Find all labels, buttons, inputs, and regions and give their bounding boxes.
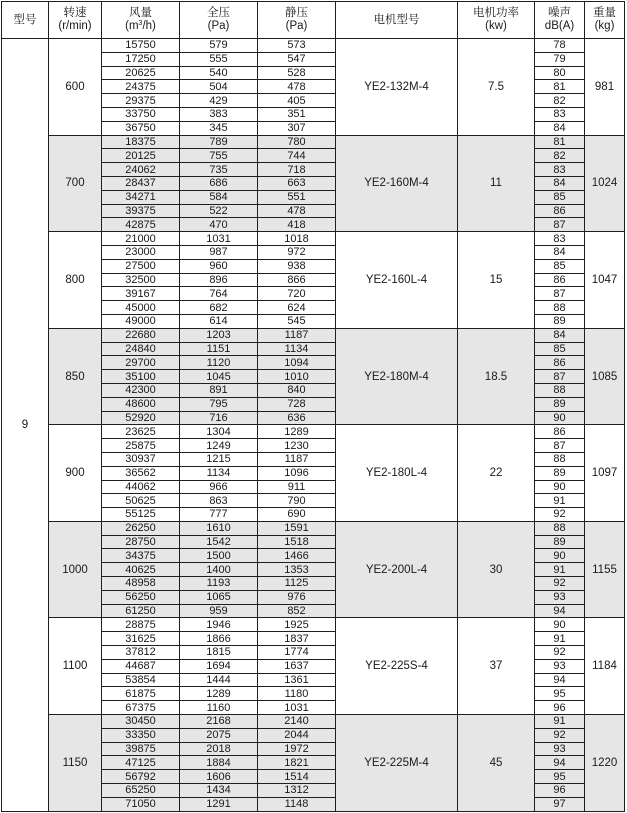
total-pressure-cell: 795 [180, 397, 258, 411]
header-noise [535, 2, 585, 39]
total-pressure-cell: 470 [180, 218, 258, 232]
header-weight-label: 重量 [593, 7, 616, 19]
noise-cell: 88 [535, 301, 585, 315]
total-pressure-cell: 1500 [180, 549, 258, 563]
noise-cell: 86 [535, 425, 585, 439]
airflow-cell: 34375 [102, 549, 180, 563]
static-pressure-cell: 790 [258, 494, 336, 508]
static-pressure-cell: 2140 [258, 715, 336, 729]
static-pressure-cell: 972 [258, 245, 336, 259]
noise-cell: 84 [535, 328, 585, 342]
static-pressure-cell: 1774 [258, 646, 336, 660]
static-pressure-cell: 840 [258, 383, 336, 397]
airflow-cell: 23625 [102, 425, 180, 439]
airflow-cell: 18375 [102, 135, 180, 149]
total-pressure-cell: 1215 [180, 452, 258, 466]
header-weight [585, 2, 625, 39]
header-speed-unit: (r/min) [58, 20, 92, 32]
total-pressure-cell: 1815 [180, 646, 258, 660]
header-motor-power [458, 2, 535, 39]
header-noise-label: 噪声 [548, 7, 571, 19]
airflow-cell: 45000 [102, 301, 180, 315]
header-airflow [102, 2, 180, 39]
total-pressure-cell: 2018 [180, 742, 258, 756]
static-pressure-cell: 351 [258, 107, 336, 121]
total-pressure-cell: 1291 [180, 797, 258, 811]
static-pressure-cell: 976 [258, 590, 336, 604]
airflow-cell: 30937 [102, 452, 180, 466]
total-pressure-cell: 540 [180, 66, 258, 80]
table-row [2, 618, 625, 632]
static-pressure-cell: 720 [258, 287, 336, 301]
total-pressure-cell: 555 [180, 52, 258, 66]
airflow-cell: 52920 [102, 411, 180, 425]
weight-cell: 981 [585, 39, 625, 136]
header-motor-power-unit: (kw) [485, 20, 507, 32]
static-pressure-cell: 551 [258, 190, 336, 204]
header-total-pressure-unit: (Pa) [207, 20, 230, 32]
static-pressure-cell: 938 [258, 259, 336, 273]
total-pressure-cell: 682 [180, 301, 258, 315]
airflow-cell: 71050 [102, 797, 180, 811]
motor-model-cell: YE2-180M-4 [336, 328, 458, 425]
motor-model-cell: YE2-160M-4 [336, 135, 458, 232]
motor-model-cell: YE2-200L-4 [336, 521, 458, 618]
speed-cell: 1000 [49, 521, 102, 618]
static-pressure-cell: 1230 [258, 439, 336, 453]
noise-cell: 96 [535, 784, 585, 798]
airflow-cell: 33350 [102, 728, 180, 742]
noise-cell: 86 [535, 273, 585, 287]
airflow-cell: 48600 [102, 397, 180, 411]
header-static-pressure-label: 静压 [285, 7, 308, 19]
airflow-cell: 37812 [102, 646, 180, 660]
static-pressure-cell: 866 [258, 273, 336, 287]
noise-cell: 87 [535, 370, 585, 384]
airflow-cell: 23000 [102, 245, 180, 259]
noise-cell: 86 [535, 204, 585, 218]
table-header [2, 2, 625, 39]
noise-cell: 86 [535, 356, 585, 370]
airflow-cell: 42875 [102, 218, 180, 232]
fan-spec-table [1, 1, 625, 812]
weight-cell: 1085 [585, 328, 625, 425]
airflow-unit-post: /h) [142, 20, 156, 32]
total-pressure-cell: 735 [180, 163, 258, 177]
noise-cell: 82 [535, 149, 585, 163]
static-pressure-cell: 1312 [258, 784, 336, 798]
total-pressure-cell: 1884 [180, 756, 258, 770]
static-pressure-cell: 690 [258, 508, 336, 522]
noise-cell: 87 [535, 218, 585, 232]
header-weight-unit: (kg) [594, 20, 615, 32]
header-speed-label: 转速 [63, 7, 87, 19]
noise-cell: 90 [535, 411, 585, 425]
speed-cell: 900 [49, 425, 102, 522]
header-airflow-unit [125, 20, 156, 32]
noise-cell: 81 [535, 80, 585, 94]
total-pressure-cell: 1203 [180, 328, 258, 342]
total-pressure-cell: 716 [180, 411, 258, 425]
airflow-cell: 33750 [102, 107, 180, 121]
noise-cell: 92 [535, 728, 585, 742]
airflow-cell: 61250 [102, 604, 180, 618]
total-pressure-cell: 1610 [180, 521, 258, 535]
airflow-cell: 31625 [102, 632, 180, 646]
motor-model-cell: YE2-160L-4 [336, 232, 458, 329]
noise-cell: 84 [535, 121, 585, 135]
total-pressure-cell: 1434 [180, 784, 258, 798]
header-noise-unit: dB(A) [544, 20, 575, 32]
noise-cell: 91 [535, 494, 585, 508]
motor-power-cell: 22 [458, 425, 535, 522]
header-motor-model [336, 2, 458, 39]
noise-cell: 93 [535, 590, 585, 604]
static-pressure-cell: 1514 [258, 770, 336, 784]
noise-cell: 85 [535, 190, 585, 204]
airflow-cell: 40625 [102, 563, 180, 577]
weight-cell: 1097 [585, 425, 625, 522]
static-pressure-cell: 528 [258, 66, 336, 80]
total-pressure-cell: 863 [180, 494, 258, 508]
airflow-cell: 56792 [102, 770, 180, 784]
total-pressure-cell: 2075 [180, 728, 258, 742]
total-pressure-cell: 1151 [180, 342, 258, 356]
motor-model-cell: YE2-225M-4 [336, 715, 458, 812]
static-pressure-cell: 418 [258, 218, 336, 232]
table-row [2, 521, 625, 535]
airflow-cell: 48958 [102, 577, 180, 591]
speed-cell: 600 [49, 39, 102, 136]
static-pressure-cell: 1094 [258, 356, 336, 370]
airflow-cell: 24840 [102, 342, 180, 356]
airflow-cell: 53854 [102, 673, 180, 687]
noise-cell: 89 [535, 466, 585, 480]
airflow-cell: 24062 [102, 163, 180, 177]
total-pressure-cell: 345 [180, 121, 258, 135]
airflow-cell: 21000 [102, 232, 180, 246]
static-pressure-cell: 1187 [258, 452, 336, 466]
airflow-cell: 35100 [102, 370, 180, 384]
airflow-cell: 15750 [102, 39, 180, 53]
speed-cell: 1100 [49, 618, 102, 715]
airflow-cell: 29375 [102, 94, 180, 108]
noise-cell: 90 [535, 549, 585, 563]
total-pressure-cell: 959 [180, 604, 258, 618]
airflow-unit-sup: 3 [138, 20, 143, 27]
noise-cell: 92 [535, 508, 585, 522]
airflow-cell: 22680 [102, 328, 180, 342]
total-pressure-cell: 755 [180, 149, 258, 163]
noise-cell: 93 [535, 659, 585, 673]
static-pressure-cell: 1821 [258, 756, 336, 770]
airflow-cell: 17250 [102, 52, 180, 66]
header-row [2, 2, 625, 39]
airflow-cell: 27500 [102, 259, 180, 273]
total-pressure-cell: 1045 [180, 370, 258, 384]
total-pressure-cell: 960 [180, 259, 258, 273]
total-pressure-cell: 383 [180, 107, 258, 121]
table-row [2, 328, 625, 342]
header-total-pressure-label: 全压 [207, 7, 230, 19]
airflow-cell: 25875 [102, 439, 180, 453]
motor-power-cell: 11 [458, 135, 535, 232]
airflow-cell: 42300 [102, 383, 180, 397]
static-pressure-cell: 478 [258, 80, 336, 94]
noise-cell: 85 [535, 259, 585, 273]
noise-cell: 95 [535, 687, 585, 701]
header-motor-power-label: 电机功率 [473, 7, 519, 19]
total-pressure-cell: 1400 [180, 563, 258, 577]
airflow-cell: 36562 [102, 466, 180, 480]
noise-cell: 89 [535, 397, 585, 411]
motor-power-cell: 45 [458, 715, 535, 812]
static-pressure-cell: 911 [258, 480, 336, 494]
noise-cell: 83 [535, 232, 585, 246]
noise-cell: 94 [535, 756, 585, 770]
motor-model-cell: YE2-225S-4 [336, 618, 458, 715]
total-pressure-cell: 777 [180, 508, 258, 522]
noise-cell: 88 [535, 383, 585, 397]
airflow-cell: 30450 [102, 715, 180, 729]
table-row [2, 232, 625, 246]
static-pressure-cell: 573 [258, 39, 336, 53]
airflow-cell: 50625 [102, 494, 180, 508]
static-pressure-cell: 1353 [258, 563, 336, 577]
noise-cell: 91 [535, 563, 585, 577]
static-pressure-cell: 405 [258, 94, 336, 108]
noise-cell: 92 [535, 646, 585, 660]
motor-power-cell: 30 [458, 521, 535, 618]
noise-cell: 78 [535, 39, 585, 53]
weight-cell: 1047 [585, 232, 625, 329]
total-pressure-cell: 1120 [180, 356, 258, 370]
speed-cell: 850 [49, 328, 102, 425]
speed-cell: 700 [49, 135, 102, 232]
noise-cell: 94 [535, 604, 585, 618]
header-static-pressure [258, 2, 336, 39]
airflow-unit-pre: (m [125, 20, 139, 32]
header-model-label: 型号 [13, 13, 37, 26]
airflow-cell: 44687 [102, 659, 180, 673]
airflow-cell: 47125 [102, 756, 180, 770]
airflow-cell: 39375 [102, 204, 180, 218]
motor-power-cell: 37 [458, 618, 535, 715]
total-pressure-cell: 1606 [180, 770, 258, 784]
static-pressure-cell: 1018 [258, 232, 336, 246]
static-pressure-cell: 663 [258, 176, 336, 190]
noise-cell: 94 [535, 673, 585, 687]
static-pressure-cell: 852 [258, 604, 336, 618]
total-pressure-cell: 429 [180, 94, 258, 108]
total-pressure-cell: 579 [180, 39, 258, 53]
header-model [2, 2, 49, 39]
static-pressure-cell: 1361 [258, 673, 336, 687]
airflow-cell: 44062 [102, 480, 180, 494]
total-pressure-cell: 1542 [180, 535, 258, 549]
header-motor-model-label: 电机型号 [373, 13, 420, 26]
noise-cell: 91 [535, 715, 585, 729]
static-pressure-cell: 744 [258, 149, 336, 163]
total-pressure-cell: 987 [180, 245, 258, 259]
total-pressure-cell: 789 [180, 135, 258, 149]
static-pressure-cell: 728 [258, 397, 336, 411]
airflow-cell: 49000 [102, 314, 180, 328]
airflow-cell: 65250 [102, 784, 180, 798]
airflow-cell: 20625 [102, 66, 180, 80]
table-row [2, 715, 625, 729]
model-number-cell: 9 [2, 39, 49, 812]
total-pressure-cell: 966 [180, 480, 258, 494]
weight-cell: 1024 [585, 135, 625, 232]
static-pressure-cell: 1289 [258, 425, 336, 439]
static-pressure-cell: 307 [258, 121, 336, 135]
noise-cell: 83 [535, 163, 585, 177]
airflow-cell: 36750 [102, 121, 180, 135]
total-pressure-cell: 1193 [180, 577, 258, 591]
airflow-cell: 56250 [102, 590, 180, 604]
total-pressure-cell: 1134 [180, 466, 258, 480]
noise-cell: 89 [535, 535, 585, 549]
total-pressure-cell: 2168 [180, 715, 258, 729]
noise-cell: 93 [535, 742, 585, 756]
noise-cell: 84 [535, 245, 585, 259]
airflow-cell: 29700 [102, 356, 180, 370]
static-pressure-cell: 1518 [258, 535, 336, 549]
noise-cell: 81 [535, 135, 585, 149]
static-pressure-cell: 1837 [258, 632, 336, 646]
noise-cell: 87 [535, 287, 585, 301]
motor-power-cell: 18.5 [458, 328, 535, 425]
total-pressure-cell: 1444 [180, 673, 258, 687]
weight-cell: 1155 [585, 521, 625, 618]
airflow-cell: 34271 [102, 190, 180, 204]
noise-cell: 82 [535, 94, 585, 108]
total-pressure-cell: 1304 [180, 425, 258, 439]
total-pressure-cell: 1946 [180, 618, 258, 632]
total-pressure-cell: 1065 [180, 590, 258, 604]
weight-cell: 1184 [585, 618, 625, 715]
static-pressure-cell: 1031 [258, 701, 336, 715]
static-pressure-cell: 1134 [258, 342, 336, 356]
total-pressure-cell: 1866 [180, 632, 258, 646]
total-pressure-cell: 1289 [180, 687, 258, 701]
header-speed [49, 2, 102, 39]
noise-cell: 91 [535, 632, 585, 646]
noise-cell: 96 [535, 701, 585, 715]
static-pressure-cell: 1187 [258, 328, 336, 342]
motor-power-cell: 7.5 [458, 39, 535, 136]
static-pressure-cell: 2044 [258, 728, 336, 742]
motor-model-cell: YE2-132M-4 [336, 39, 458, 136]
static-pressure-cell: 547 [258, 52, 336, 66]
header-airflow-label: 风量 [129, 7, 152, 19]
total-pressure-cell: 1031 [180, 232, 258, 246]
airflow-cell: 39167 [102, 287, 180, 301]
noise-cell: 95 [535, 770, 585, 784]
table-body [2, 39, 625, 812]
airflow-cell: 55125 [102, 508, 180, 522]
noise-cell: 90 [535, 618, 585, 632]
total-pressure-cell: 1160 [180, 701, 258, 715]
noise-cell: 87 [535, 439, 585, 453]
speed-cell: 1150 [49, 715, 102, 812]
noise-cell: 88 [535, 521, 585, 535]
airflow-cell: 67375 [102, 701, 180, 715]
airflow-cell: 28750 [102, 535, 180, 549]
noise-cell: 97 [535, 797, 585, 811]
airflow-cell: 32500 [102, 273, 180, 287]
static-pressure-cell: 1591 [258, 521, 336, 535]
total-pressure-cell: 504 [180, 80, 258, 94]
total-pressure-cell: 1249 [180, 439, 258, 453]
static-pressure-cell: 1125 [258, 577, 336, 591]
noise-cell: 88 [535, 452, 585, 466]
airflow-cell: 61875 [102, 687, 180, 701]
motor-power-cell: 15 [458, 232, 535, 329]
noise-cell: 90 [535, 480, 585, 494]
static-pressure-cell: 1637 [258, 659, 336, 673]
airflow-cell: 24375 [102, 80, 180, 94]
total-pressure-cell: 891 [180, 383, 258, 397]
static-pressure-cell: 718 [258, 163, 336, 177]
airflow-cell: 26250 [102, 521, 180, 535]
table-row [2, 135, 625, 149]
weight-cell: 1220 [585, 715, 625, 812]
static-pressure-cell: 1925 [258, 618, 336, 632]
airflow-cell: 28437 [102, 176, 180, 190]
static-pressure-cell: 478 [258, 204, 336, 218]
static-pressure-cell: 1972 [258, 742, 336, 756]
total-pressure-cell: 614 [180, 314, 258, 328]
noise-cell: 80 [535, 66, 585, 80]
noise-cell: 85 [535, 342, 585, 356]
total-pressure-cell: 1694 [180, 659, 258, 673]
static-pressure-cell: 780 [258, 135, 336, 149]
static-pressure-cell: 545 [258, 314, 336, 328]
noise-cell: 79 [535, 52, 585, 66]
static-pressure-cell: 1180 [258, 687, 336, 701]
noise-cell: 89 [535, 314, 585, 328]
static-pressure-cell: 636 [258, 411, 336, 425]
total-pressure-cell: 584 [180, 190, 258, 204]
total-pressure-cell: 686 [180, 176, 258, 190]
static-pressure-cell: 1096 [258, 466, 336, 480]
static-pressure-cell: 1010 [258, 370, 336, 384]
table-row [2, 425, 625, 439]
static-pressure-cell: 1148 [258, 797, 336, 811]
airflow-cell: 20125 [102, 149, 180, 163]
table-row [2, 39, 625, 53]
speed-cell: 800 [49, 232, 102, 329]
total-pressure-cell: 896 [180, 273, 258, 287]
total-pressure-cell: 522 [180, 204, 258, 218]
airflow-cell: 28875 [102, 618, 180, 632]
motor-model-cell: YE2-180L-4 [336, 425, 458, 522]
noise-cell: 83 [535, 107, 585, 121]
static-pressure-cell: 624 [258, 301, 336, 315]
noise-cell: 92 [535, 577, 585, 591]
static-pressure-cell: 1466 [258, 549, 336, 563]
airflow-cell: 39875 [102, 742, 180, 756]
noise-cell: 84 [535, 176, 585, 190]
header-static-pressure-unit: (Pa) [285, 20, 308, 32]
header-total-pressure [180, 2, 258, 39]
total-pressure-cell: 764 [180, 287, 258, 301]
